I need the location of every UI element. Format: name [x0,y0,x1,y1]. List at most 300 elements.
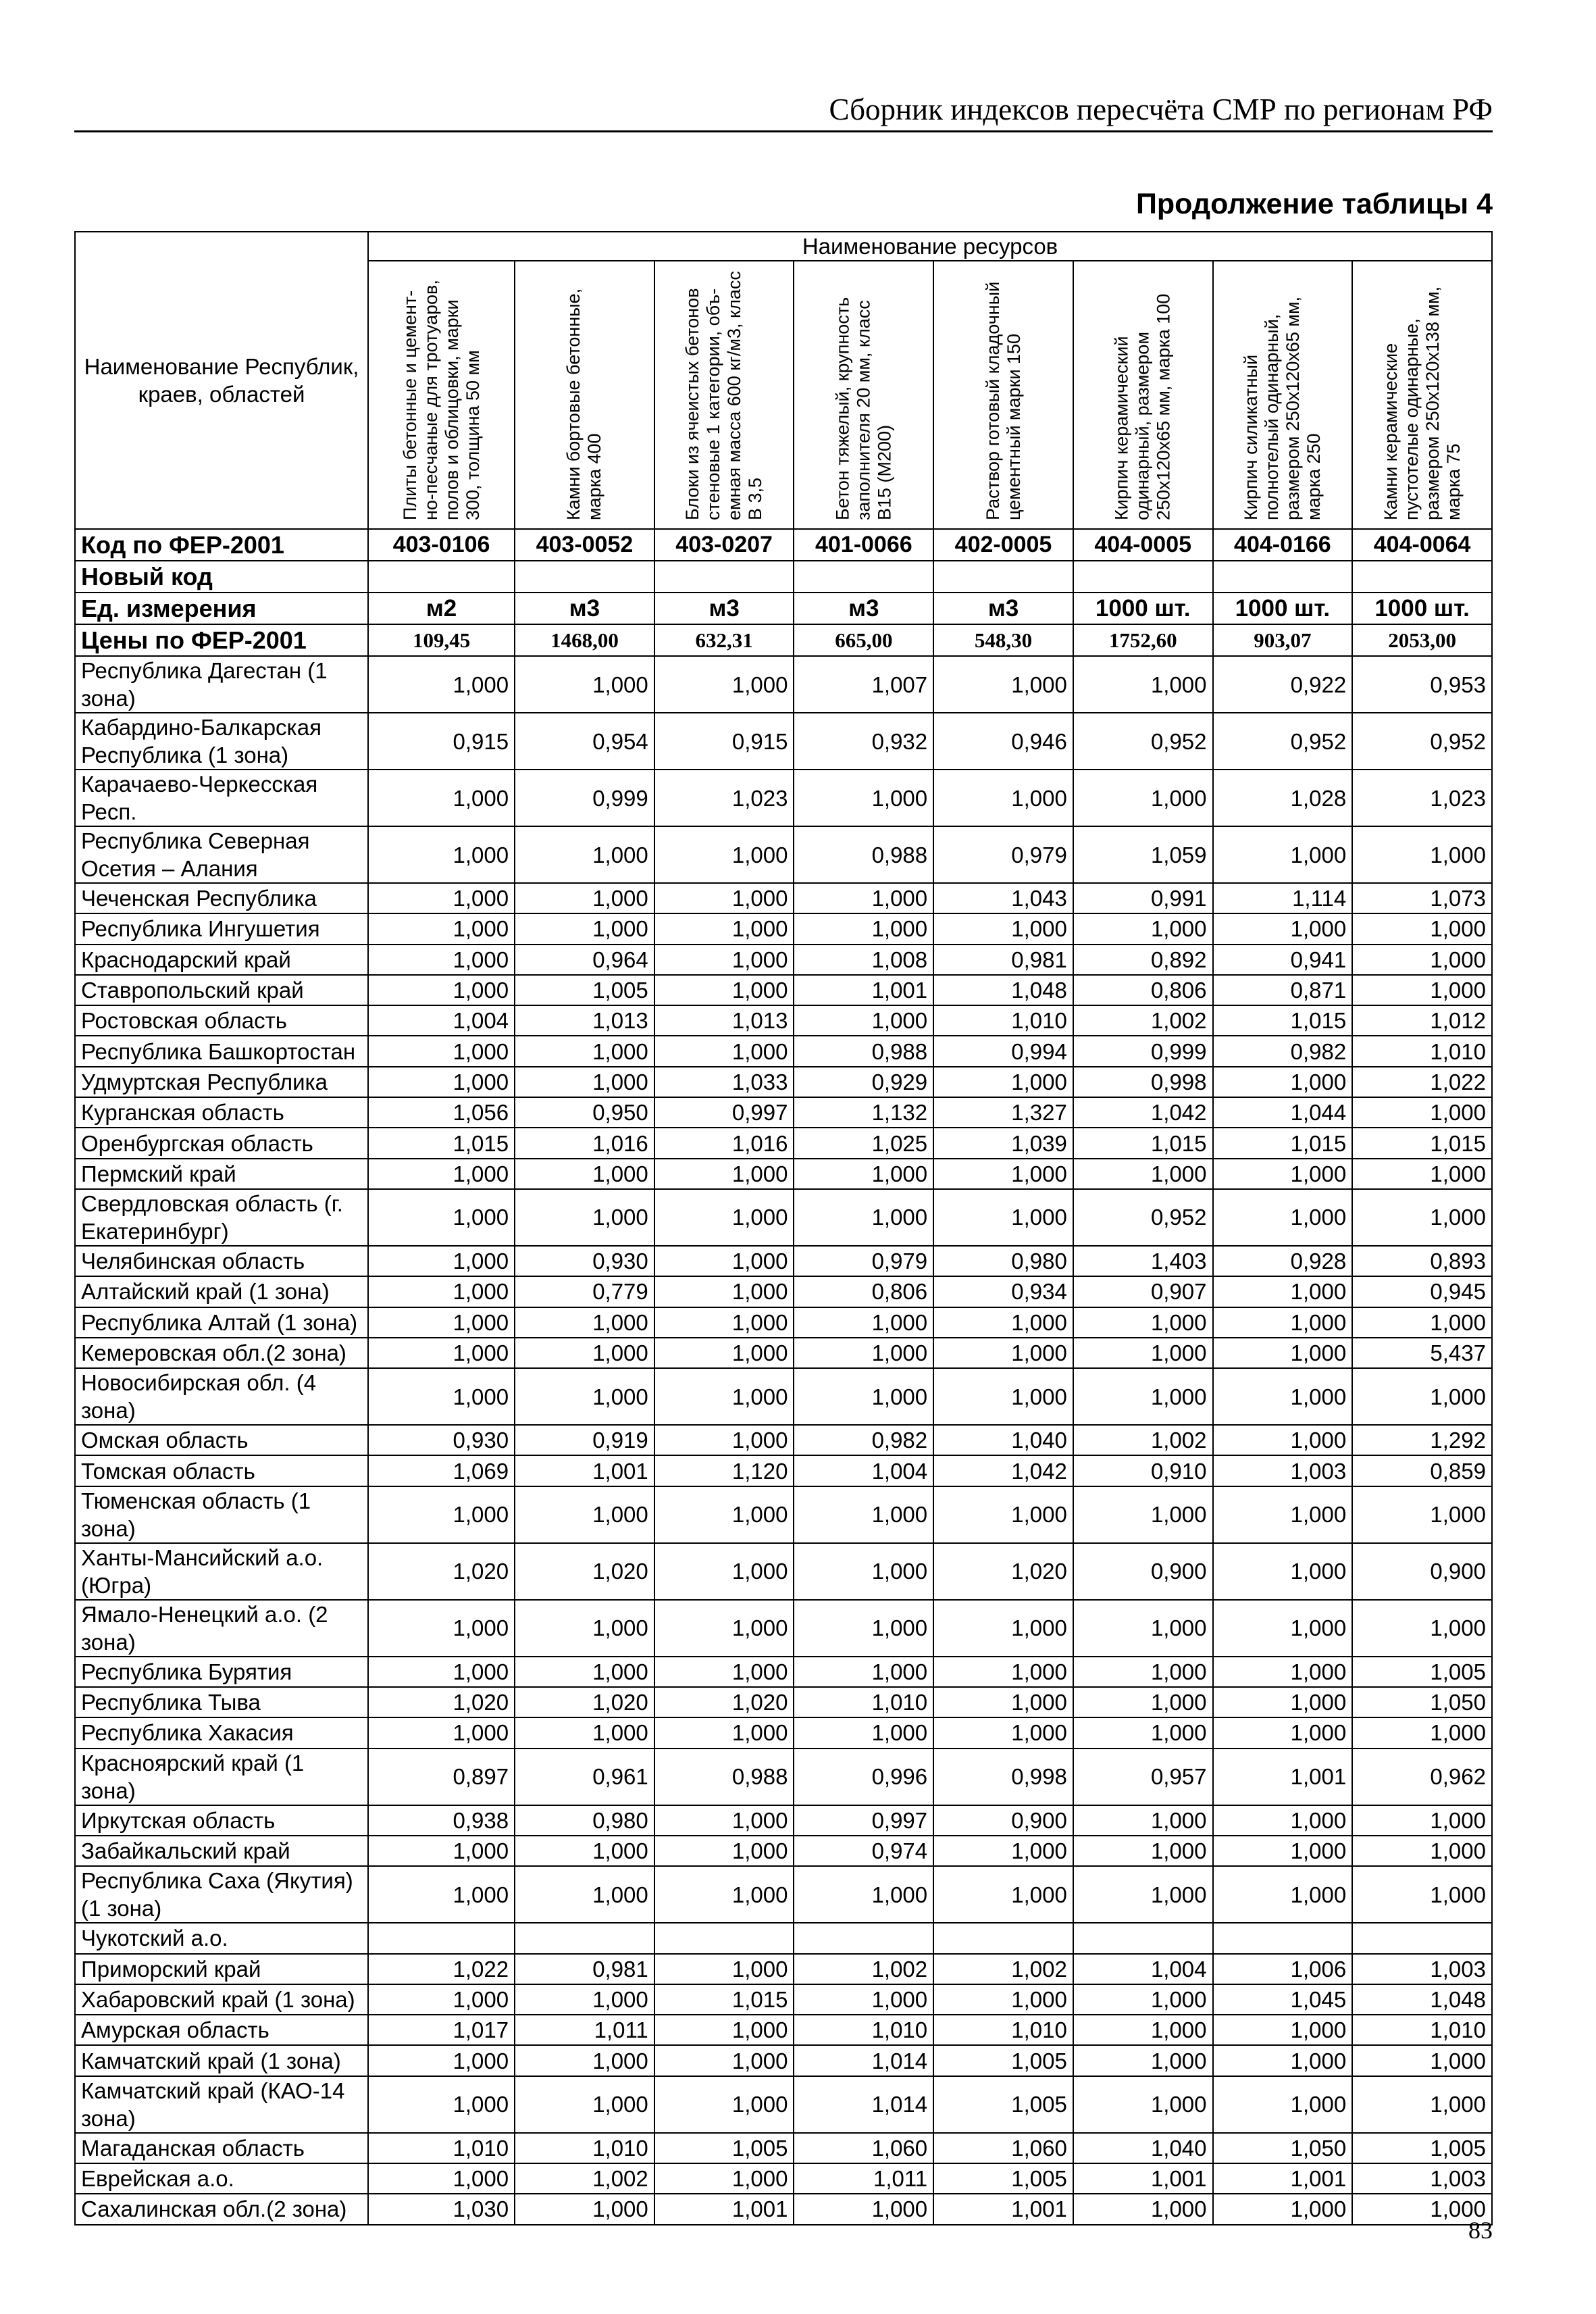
index-value-cell: 1,000 [1213,1425,1353,1455]
index-value-cell: 1,000 [1213,1805,1353,1836]
region-name-cell: Камчатский край (1 зона) [75,2045,368,2076]
index-value-cell: 0,952 [1352,713,1492,770]
index-value-cell: 1,000 [1073,1338,1213,1368]
index-value-cell: 0,952 [1073,1189,1213,1246]
index-value-cell: 0,994 [933,1036,1073,1066]
index-value-cell: 1,132 [794,1097,933,1128]
index-value-cell: 1,000 [368,975,515,1005]
index-value-cell: 1,000 [1213,1307,1353,1338]
index-value-cell: 1,000 [654,1805,794,1836]
table-row [75,1128,1492,1158]
region-name-cell: Камчатский край (КАО-14 зона) [75,2076,368,2133]
index-value-cell: 1,403 [1073,1246,1213,1276]
table-row [75,1543,1492,1600]
index-value-cell: 1,000 [515,1307,654,1338]
region-name-cell: Республика Башкортостан [75,1036,368,1066]
table-row [75,1276,1492,1307]
index-value-cell: 1,002 [1073,1005,1213,1036]
region-name-cell: Республика Саха (Якутия) (1 зона) [75,1866,368,1923]
index-value-cell: 1,000 [933,1866,1073,1923]
index-value-cell: 1,000 [368,1657,515,1687]
resource-header-cell [654,261,794,529]
unit-cell: 1000 шт. [1352,593,1492,624]
unit-cell: м3 [515,593,654,624]
index-value-cell: 1,020 [515,1687,654,1717]
resource-header-text: Кирпич керамический одинарный, размером 250х120х65 мм, марка 100 [1111,293,1174,520]
new-code-cell [515,561,654,593]
index-value-cell: 0,997 [794,1805,933,1836]
price-cell: 548,30 [933,624,1073,656]
index-value-cell: 1,000 [515,883,654,913]
table-row [75,1425,1492,1455]
index-value-cell: 1,000 [794,1159,933,1189]
index-value-cell: 0,806 [1073,975,1213,1005]
index-value-cell: 1,000 [933,1600,1073,1657]
index-value-cell: 1,050 [1213,2133,1353,2163]
table-row [75,2194,1492,2224]
index-value-cell: 0,999 [1073,1036,1213,1066]
index-value-cell: 1,000 [515,1984,654,2015]
table-row [75,945,1492,975]
region-name-cell: Чукотский а.о. [75,1923,368,1953]
index-value-cell: 1,043 [933,883,1073,913]
index-value-cell: 1,000 [794,1338,933,1368]
index-value-cell: 0,981 [933,945,1073,975]
index-value-cell: 1,010 [794,2015,933,2045]
index-value-cell: 1,000 [1073,2015,1213,2045]
index-value-cell: 1,000 [654,2076,794,2133]
index-value-cell: 1,000 [1073,1600,1213,1657]
index-value-cell: 1,000 [515,1189,654,1246]
index-value-cell: 0,998 [933,1749,1073,1805]
index-value-cell: 1,010 [794,1687,933,1717]
resource-header-cell [1073,261,1213,529]
index-value-cell: 1,000 [1073,1984,1213,2015]
new-code-cell [1213,561,1353,593]
index-value-cell: 1,000 [1352,1805,1492,1836]
table-row [75,1455,1492,1486]
index-value-cell: 1,000 [1213,1189,1353,1246]
index-value-cell: 0,932 [794,713,933,770]
index-value-cell: 1,000 [794,1984,933,2015]
region-name-cell: Алтайский край (1 зона) [75,1276,368,1307]
index-value-cell: 1,000 [515,1368,654,1425]
index-value-cell: 1,000 [794,1486,933,1543]
index-value-cell: 1,044 [1213,1097,1353,1128]
index-value-cell: 1,000 [1213,826,1353,883]
index-value-cell: 1,000 [794,1307,933,1338]
document-header-title: Сборник индексов пересчёта СМР по регионам РФ [829,93,1493,126]
index-value-cell: 1,000 [1073,1307,1213,1338]
index-value-cell: 1,000 [933,1657,1073,1687]
index-value-cell: 0,946 [933,713,1073,770]
index-value-cell: 1,000 [368,1307,515,1338]
index-value-cell: 1,005 [515,975,654,1005]
table-row [75,1368,1492,1425]
index-value-cell: 1,000 [368,1984,515,2015]
new-code-cell [933,561,1073,593]
region-column-header: Наименование Республик, краев, областей [75,232,368,529]
table-row [75,1067,1492,1097]
region-name-cell: Красноярский край (1 зона) [75,1749,368,1805]
index-value-cell: 1,000 [794,770,933,826]
resource-header-text: Камни керамические пустотелые одинарные, размером 250х120х138 мм, марка 75 [1380,286,1464,520]
table-row [75,1600,1492,1657]
index-value-cell: 1,020 [933,1543,1073,1600]
fer-code-cell: 404-0064 [1352,529,1492,561]
index-value-cell: 1,056 [368,1097,515,1128]
table-row [75,1866,1492,1923]
index-value-cell: 1,000 [368,1486,515,1543]
index-value-cell: 1,000 [1213,1338,1353,1368]
regional-index-table [74,231,1493,2225]
fer-code-cell: 404-0166 [1213,529,1353,561]
resource-header-text: Камни бортовые бетонные, марка 400 [563,288,605,520]
index-value-cell: 1,000 [933,770,1073,826]
index-value-cell: 1,000 [794,2194,933,2224]
index-value-cell: 1,022 [1352,1067,1492,1097]
region-name-cell: Пермский край [75,1159,368,1189]
price-cell: 665,00 [794,624,933,656]
region-name-cell: Краснодарский край [75,945,368,975]
region-name-cell: Чеченская Республика [75,883,368,913]
index-value-cell: 1,000 [654,1600,794,1657]
resource-header-cell [368,261,515,529]
index-value-cell: 1,000 [1213,1368,1353,1425]
index-value-cell: 0,871 [1213,975,1353,1005]
index-value-cell: 1,000 [654,975,794,1005]
price-cell: 1752,60 [1073,624,1213,656]
index-value-cell: 1,000 [654,1036,794,1066]
index-value-cell: 0,938 [368,1805,515,1836]
index-value-cell: 1,001 [1213,2163,1353,2194]
index-value-cell: 0,981 [515,1954,654,1984]
index-value-cell: 1,000 [654,1338,794,1368]
region-name-cell: Магаданская область [75,2133,368,2163]
index-value-cell: 1,000 [1352,913,1492,944]
index-value-cell: 1,020 [654,1687,794,1717]
fer-code-cell: 403-0106 [368,529,515,561]
index-value-cell: 1,022 [368,1954,515,1984]
index-value-cell: 1,000 [654,1486,794,1543]
index-value-cell: 0,962 [1352,1749,1492,1805]
index-value-cell: 0,900 [933,1805,1073,1836]
index-value-cell: 1,015 [1213,1128,1353,1158]
index-value-cell: 1,000 [1352,1600,1492,1657]
index-value-cell: 1,000 [368,1836,515,1866]
index-value-cell: 1,000 [515,1338,654,1368]
index-value-cell: 1,006 [1213,1954,1353,1984]
index-value-cell: 1,000 [933,1836,1073,1866]
region-name-cell: Новосибирская обл. (4 зона) [75,1368,368,1425]
index-value-cell: 1,060 [933,2133,1073,2163]
region-name-cell: Ханты-Мансийский а.о.(Югра) [75,1543,368,1600]
new-code-cell [368,561,515,593]
index-value-cell [1213,1923,1353,1953]
index-value-cell: 1,000 [933,1067,1073,1097]
index-value-cell: 1,000 [368,1368,515,1425]
table-row [75,1005,1492,1036]
index-value-cell: 1,000 [794,1657,933,1687]
index-value-cell: 1,048 [933,975,1073,1005]
index-value-cell: 1,000 [368,1067,515,1097]
index-value-cell: 1,000 [515,1657,654,1687]
index-value-cell: 1,005 [1352,1657,1492,1687]
index-value-cell: 0,952 [1073,713,1213,770]
index-value-cell: 1,000 [1073,2076,1213,2133]
region-name-cell: Ростовская область [75,1005,368,1036]
index-value-cell: 1,000 [794,1717,933,1748]
index-value-cell: 1,000 [654,913,794,944]
index-value-cell: 1,000 [368,2076,515,2133]
index-value-cell: 1,073 [1352,883,1492,913]
index-value-cell: 0,806 [794,1276,933,1307]
index-value-cell: 1,023 [1352,770,1492,826]
index-value-cell: 0,892 [1073,945,1213,975]
index-value-cell: 0,915 [654,713,794,770]
region-name-cell: Кемеровская обл.(2 зона) [75,1338,368,1368]
index-value-cell: 0,779 [515,1276,654,1307]
index-value-cell: 0,982 [1213,1036,1353,1066]
index-value-cell: 0,961 [515,1749,654,1805]
table-row [75,913,1492,944]
index-value-cell: 1,069 [368,1455,515,1486]
index-value-cell: 1,010 [933,2015,1073,2045]
index-value-cell: 1,000 [1073,656,1213,713]
index-value-cell: 0,979 [794,1246,933,1276]
index-value-cell: 1,000 [368,1866,515,1923]
table-row [75,1749,1492,1805]
resource-header-text: Бетон тяжелый, крупность заполнителя 20 мм, класс В15 (М200) [832,297,895,520]
index-value-cell: 1,000 [368,770,515,826]
index-value-cell: 1,014 [794,2045,933,2076]
index-value-cell: 1,000 [654,2015,794,2045]
index-value-cell: 1,327 [933,1097,1073,1128]
resource-header-text: Раствор готовый кладочный цементный марки 150 [982,281,1024,520]
table-row [75,1097,1492,1128]
index-value-cell: 1,000 [654,1657,794,1687]
index-value-cell: 1,000 [368,1246,515,1276]
index-value-cell: 1,000 [368,945,515,975]
index-value-cell: 1,011 [515,2015,654,2045]
index-value-cell: 1,000 [515,826,654,883]
index-value-cell: 1,000 [1213,2076,1353,2133]
index-value-cell: 1,023 [654,770,794,826]
index-value-cell: 1,045 [1213,1984,1353,2015]
table-row [75,2045,1492,2076]
resource-header-cell [1352,261,1492,529]
index-value-cell: 0,980 [515,1805,654,1836]
table-row [75,2163,1492,2194]
index-value-cell: 0,980 [933,1246,1073,1276]
index-value-cell: 1,000 [1213,1600,1353,1657]
table-row [75,1657,1492,1687]
index-value-cell: 1,000 [515,656,654,713]
index-value-cell: 1,000 [794,883,933,913]
resource-header-text: Кирпич силикатный полнотелый одинарный, размером 250х120х65 мм, марка 250 [1240,296,1324,520]
index-value-cell: 1,000 [368,2163,515,2194]
index-value-cell: 1,007 [794,656,933,713]
region-name-cell: Челябинская область [75,1246,368,1276]
index-value-cell: 0,893 [1352,1246,1492,1276]
region-name-cell: Свердловская область (г. Екатеринбург) [75,1189,368,1246]
index-value-cell: 1,000 [1352,1189,1492,1246]
index-value-cell: 1,015 [1213,1005,1353,1036]
index-value-cell: 1,003 [1213,1455,1353,1486]
region-name-cell: Республика Ингушетия [75,913,368,944]
table-row [75,2076,1492,2133]
index-value-cell: 1,000 [1073,1687,1213,1717]
index-value-cell: 1,000 [933,656,1073,713]
index-value-cell: 0,900 [1073,1543,1213,1600]
index-value-cell: 1,008 [794,945,933,975]
index-value-cell: 0,922 [1213,656,1353,713]
index-value-cell [933,1923,1073,1953]
table-row [75,2133,1492,2163]
index-value-cell: 1,000 [1213,1717,1353,1748]
index-value-cell: 1,000 [1073,1717,1213,1748]
index-value-cell: 1,000 [654,2163,794,2194]
index-value-cell: 1,011 [794,2163,933,2194]
index-value-cell [1352,1923,1492,1953]
index-value-cell: 1,000 [515,2194,654,2224]
region-name-cell: Амурская область [75,2015,368,2045]
region-name-cell: Карачаево-Черкесская Респ. [75,770,368,826]
index-value-cell: 1,000 [933,913,1073,944]
index-value-cell: 0,929 [794,1067,933,1097]
region-name-cell: Ставропольский край [75,975,368,1005]
unit-cell: 1000 шт. [1073,593,1213,624]
index-value-cell: 1,000 [368,2045,515,2076]
index-value-cell: 1,000 [515,1600,654,1657]
index-value-cell: 1,000 [933,1338,1073,1368]
table-row [75,1984,1492,2015]
region-name-cell: Кабардино-Балкарская Республика (1 зона) [75,713,368,770]
index-value-cell: 5,437 [1352,1338,1492,1368]
price-cell: 903,07 [1213,624,1353,656]
region-name-cell: Хабаровский край (1 зона) [75,1984,368,2015]
index-value-cell: 1,000 [654,1368,794,1425]
index-value-cell: 1,000 [1213,1486,1353,1543]
index-value-cell: 1,000 [1352,1717,1492,1748]
region-name-cell: Удмуртская Республика [75,1067,368,1097]
index-value-cell: 1,000 [368,913,515,944]
new-code-cell [1073,561,1213,593]
region-name-cell: Республика Алтай (1 зона) [75,1307,368,1338]
index-value-cell: 1,004 [368,1005,515,1036]
index-value-cell: 1,016 [654,1128,794,1158]
index-value-cell: 1,005 [1352,2133,1492,2163]
index-value-cell: 1,000 [654,1189,794,1246]
region-name-cell: Республика Дагестан (1 зона) [75,656,368,713]
index-value-cell: 0,999 [515,770,654,826]
index-value-cell: 1,000 [654,1307,794,1338]
index-value-cell: 1,028 [1213,770,1353,826]
index-value-cell: 0,979 [933,826,1073,883]
table-row [75,826,1492,883]
index-value-cell: 1,000 [515,1036,654,1066]
table-row [75,975,1492,1005]
index-value-cell: 1,000 [1352,1097,1492,1128]
index-value-cell: 1,015 [1073,1128,1213,1158]
region-name-cell: Тюменская область (1 зона) [75,1486,368,1543]
index-value-cell: 1,000 [515,2045,654,2076]
index-value-cell: 1,000 [1213,1159,1353,1189]
index-value-cell: 1,000 [515,2076,654,2133]
index-value-cell: 1,000 [1352,1836,1492,1866]
index-value-cell: 1,001 [1073,2163,1213,2194]
index-value-cell: 1,000 [1352,826,1492,883]
index-value-cell: 0,915 [368,713,515,770]
index-value-cell: 1,000 [515,1486,654,1543]
index-value-cell: 1,000 [368,1338,515,1368]
index-value-cell: 1,000 [1352,1368,1492,1425]
index-value-cell: 0,952 [1213,713,1353,770]
region-name-cell: Иркутская область [75,1805,368,1836]
region-name-cell: Республика Хакасия [75,1717,368,1748]
index-value-cell: 1,000 [1352,1486,1492,1543]
resource-header-text: Плиты бетонные и цемент-но-песчаные для тротуаров, полов и облицовки, марки 300, толщина 50 мм [399,279,483,520]
index-value-cell: 0,919 [515,1425,654,1455]
index-value-cell: 0,974 [794,1836,933,1866]
index-value-cell: 1,013 [654,1005,794,1036]
index-value-cell: 0,900 [1352,1543,1492,1600]
index-value-cell [1073,1923,1213,1953]
index-value-cell: 1,000 [1352,1307,1492,1338]
index-value-cell: 1,292 [1352,1425,1492,1455]
index-value-cell: 0,998 [1073,1067,1213,1097]
region-name-cell: Ямало-Ненецкий а.о. (2 зона) [75,1600,368,1657]
index-value-cell: 1,000 [654,1276,794,1307]
index-value-cell: 1,000 [515,1159,654,1189]
index-value-cell: 1,000 [654,1836,794,1866]
index-value-cell: 1,000 [1073,2194,1213,2224]
table-row [75,1159,1492,1189]
index-value-cell: 1,010 [1352,1036,1492,1066]
fer-code-cell: 401-0066 [794,529,933,561]
unit-row-label: Ед. измерения [75,593,368,624]
index-value-cell: 1,005 [933,2076,1073,2133]
index-value-cell: 1,000 [794,1368,933,1425]
index-value-cell [368,1923,515,1953]
table-row [75,770,1492,826]
index-value-cell: 1,000 [654,1954,794,1984]
index-value-cell: 0,897 [368,1749,515,1805]
index-value-cell: 1,000 [1213,2194,1353,2224]
index-value-cell: 1,000 [368,883,515,913]
index-value-cell: 0,928 [1213,1246,1353,1276]
index-value-cell: 0,941 [1213,945,1353,975]
index-value-cell: 1,000 [654,2045,794,2076]
index-value-cell: 1,000 [368,656,515,713]
region-name-cell: Курганская область [75,1097,368,1128]
index-value-cell: 1,000 [794,1866,933,1923]
index-value-cell: 1,000 [1352,2194,1492,2224]
price-row-label: Цены по ФЕР-2001 [75,624,368,656]
unit-cell: м3 [654,593,794,624]
index-value-cell: 1,000 [1352,1159,1492,1189]
index-value-cell: 1,000 [1213,1276,1353,1307]
index-value-cell: 1,000 [368,1036,515,1066]
index-value-cell: 1,000 [933,1368,1073,1425]
index-value-cell: 1,000 [1073,1805,1213,1836]
index-value-cell: 1,000 [515,1866,654,1923]
table-row [75,1805,1492,1836]
index-value-cell: 0,910 [1073,1455,1213,1486]
index-value-cell: 0,957 [1073,1749,1213,1805]
table-row [75,1836,1492,1866]
index-value-cell: 1,002 [794,1954,933,1984]
